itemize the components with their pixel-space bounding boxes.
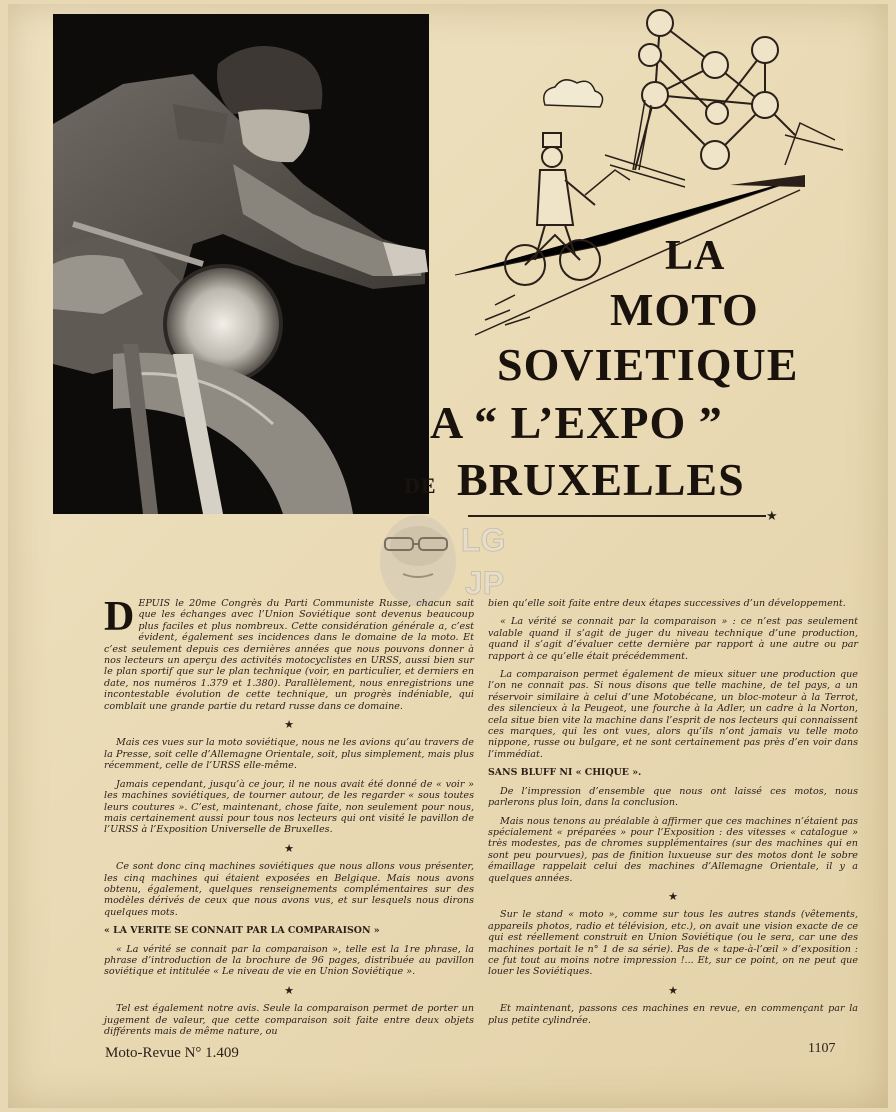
svg-text:JP: JP <box>465 565 505 601</box>
drop-cap: D <box>104 594 135 640</box>
photo-illustration <box>53 14 429 514</box>
soldier-motorcycle-photo <box>53 14 429 514</box>
paragraph: De l’impression d’ensemble que nous ont laissé ces motos, nous parlerons plus loin, dans la conclusion. <box>488 785 858 809</box>
title-line-2: MOTO <box>610 284 759 335</box>
paragraph-intro-text: EPUIS le 20me Congrès du Parti Communiste Russe, chacun sait que les échanges avec l’Union Soviétique sont devenus beaucoup plus faciles et plus nombreux. Cette considération générale a, c’est évident, également ses incidences dans le domaine de la moto. Et c’est seulement depuis ces dernières années que nous pouvons donner à nos lecteurs un aperçu des activités motocyclistes en URSS, aussi bien sur le plan sportif que sur le plan technique (voir, en particulier, et derniers en date, nos numéros 1.379 et 1.380). Parallèlement, nous enregistrions une incontestable évolution de cette technique, un progrès indéniable, qui comblait une grande partie du retard russe dans ce domaine. <box>104 598 474 712</box>
paragraph: bien qu’elle soit faite entre deux étapes successives d’un développement. <box>488 598 846 609</box>
title-line-5-prefix: DE <box>404 473 437 498</box>
magazine-issue: Moto-Revue N° 1.409 <box>105 1045 239 1061</box>
article-left-column <box>104 594 474 1044</box>
title-line-1: LA <box>665 233 726 279</box>
title-star: ★ <box>766 509 778 524</box>
paragraph: Sur le stand « moto », comme sur tous les autres stands (vêtements, appareils photos, radio et télévision, etc.), on avait une vision exacte de ce qui est réellement construit en Union Soviétique (ou le sera, car une des machines portait le n° 1 de sa série). Pas de « tape-à-l’œil » d’exposition : ce fut tout au moins notre impression !... Et, sur ce point, on ne peut que louer les Soviétiques. <box>488 909 858 978</box>
section-separator-star: ★ <box>668 983 678 997</box>
paragraph: Tel est également notre avis. Seule la comparaison permet de porter un jugement de valeur, que cette comparaison soit faite entre deux objets différents mais de même nature, ou <box>104 1003 474 1037</box>
page-number: 1107 <box>808 1041 836 1056</box>
title-line-5: BRUXELLES <box>457 454 745 505</box>
section-heading: « LA VERITE SE CONNAIT PAR LA COMPARAISON » <box>104 925 380 937</box>
section-separator-star: ★ <box>284 718 294 732</box>
paragraph: « La vérité se connait par la comparaison », telle est la 1re phrase, la phrase d’introduction de la brochure de 96 pages, distribuée au pavillon soviétique et intitulée « Le niveau de vie en Union Soviétique ». <box>104 943 474 978</box>
title-line-3: SOVIETIQUE <box>497 339 799 390</box>
article-right-column <box>488 598 858 1033</box>
paragraph: La comparaison permet également de mieux situer une production que l’on ne connait pas. Si nous disons que telle machine, de tel pays, a un réservoir similaire à celui d’une Motobécane, un bloc-moteur à la Terrot, des silencieux à la Peugeot, une fourche à la Adler, un cadre à la Norton, cela situe bien vite la machine dans l’esprit de nos lecteurs qui connaissent ces marques, qui les ont vues, alors qu’ils n’ont jamais vu telle moto nippone, russe ou bulgare, et ne sont certainement pas près d’en voir dans l’immédiat. <box>488 669 858 760</box>
section-separator-star: ★ <box>668 889 678 903</box>
section-separator-star: ★ <box>284 983 294 997</box>
paragraph: Mais nous tenons au préalable à affirmer que ces machines n’étaient pas spécialement « préparées » pour l’Exposition : des vitesses « catalogue » très modestes, pas de chromes supplémentaires (sur des machines qui en sont peu pourvues), pas de finition luxueuse sur des motos dont le sobre émaillage rappelait celui des machines d’Allemagne Orientale, il y a quelques années. <box>488 815 858 884</box>
paragraph: Mais ces vues sur la moto soviétique, nous ne les avions qu’au travers de la Presse, soit celle d’Allemagne Orientale, soit, plus simplement, mais plus récemment, celle de l’URSS elle-même. <box>104 737 474 772</box>
paragraph: Et maintenant, passons ces machines en revue, en commençant par la plus petite cylindrée. <box>488 1003 858 1026</box>
title-line-4: A “ L’EXPO ” <box>430 397 723 448</box>
paragraph: « La vérité se connait par la comparaison » : ce n’est pas seulement valable quand il s’agit de juger du niveau technique d’une production, quand il s’agit d’évaluer cette dernière par rapport à une autre ou par rapport à ce qu’elle était précédemment. <box>488 616 858 662</box>
paragraph-intro <box>104 594 474 712</box>
svg-text:LG: LG <box>461 522 506 558</box>
section-heading: SANS BLUFF NI « CHIQUE ». <box>488 767 642 779</box>
paragraph: Jamais cependant, jusqu’à ce jour, il ne nous avait été donné de « voir » les machines soviétiques, de tourner autour, de les regarder « sous toutes leurs coutures ». C’est, maintenant, chose faite, non seulement pour nous, mais certainement aussi pour tous nos lecteurs qui ont visité le pavillon de l’URSS à l’Exposition Universelle de Bruxelles. <box>104 778 474 836</box>
section-separator-star: ★ <box>284 841 294 855</box>
paragraph: Ce sont donc cinq machines soviétiques que nous allons vous présenter, les cinq machines qui étaient exposées en Belgique. Mais nous avons obtenu, également, quelques renseignements complémentaires sur des modèles dérivés de ceux que nous avons vus, et sur lesquels nous dirons quelques mots. <box>104 861 474 918</box>
author-portrait <box>373 506 523 606</box>
